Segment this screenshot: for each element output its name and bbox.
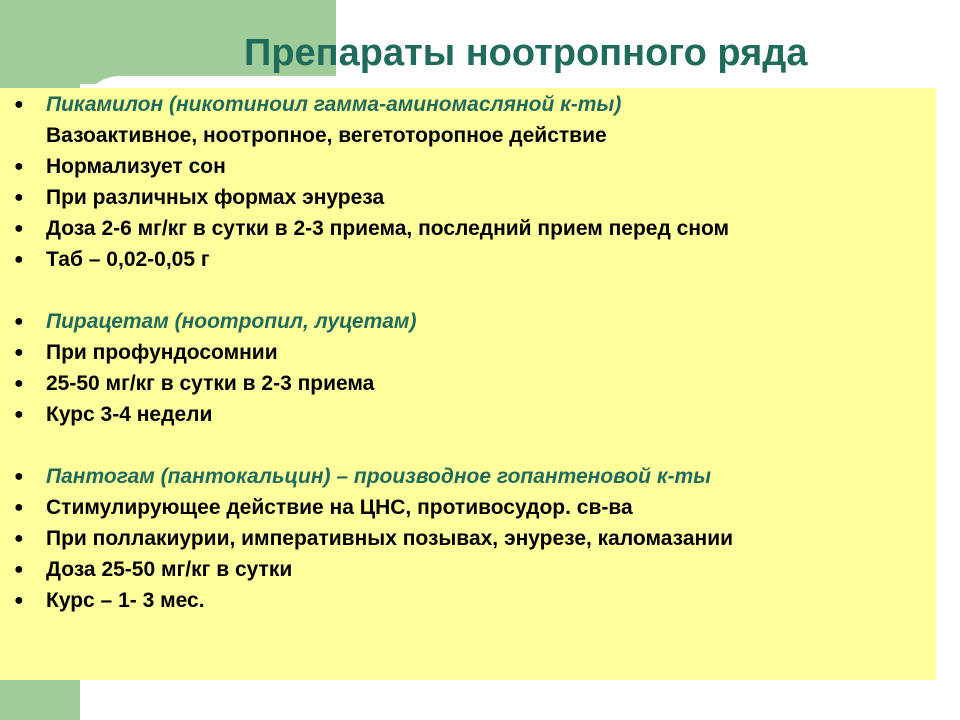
slide-title: Препараты ноотропного ряда bbox=[244, 32, 808, 74]
bullet-icon: ● bbox=[14, 499, 24, 516]
heading-text: Пирацетам (ноотропил, луцетам) bbox=[46, 310, 417, 333]
item-text: Доза 2-6 мг/кг в сутки в 2-3 приема, последний прием перед сном bbox=[46, 217, 730, 240]
spacer bbox=[0, 275, 733, 306]
heading-text: Пантогам (пантокальцин) – производное гопантеновой к-ты bbox=[46, 465, 712, 488]
bullet-list bbox=[0, 89, 733, 616]
item-text: Нормализует сон bbox=[46, 155, 226, 178]
bullet-icon: ● bbox=[14, 468, 24, 485]
list-item bbox=[0, 120, 733, 151]
bullet-icon: ● bbox=[14, 96, 24, 113]
section-heading-picamilon bbox=[0, 89, 733, 120]
list-item bbox=[0, 182, 733, 213]
bullet-icon: ● bbox=[14, 220, 24, 237]
list-item bbox=[0, 213, 733, 244]
bullet-icon: ● bbox=[14, 189, 24, 206]
list-item bbox=[0, 399, 733, 430]
item-text: Доза 25-50 мг/кг в сутки bbox=[46, 558, 293, 581]
item-text: При различных формах энуреза bbox=[46, 186, 385, 209]
list-item bbox=[0, 337, 733, 368]
bullet-icon: ● bbox=[14, 344, 24, 361]
item-text: Таб – 0,02-0,05 г bbox=[46, 248, 210, 271]
item-text: При профундосомнии bbox=[46, 341, 278, 364]
bullet-icon: ● bbox=[14, 530, 24, 547]
bullet-icon: ● bbox=[14, 561, 24, 578]
list-item bbox=[0, 554, 733, 585]
list-item bbox=[0, 368, 733, 399]
list-item bbox=[0, 492, 733, 523]
item-text: Стимулирующее действие на ЦНС, противосудор. св-ва bbox=[46, 496, 633, 519]
item-text: Вазоактивное, ноотропное, вегетоторопное действие bbox=[46, 124, 607, 147]
list-item bbox=[0, 151, 733, 182]
section-heading-piracetam bbox=[0, 306, 733, 337]
bullet-icon: ● bbox=[14, 592, 24, 609]
bullet-icon: ● bbox=[14, 375, 24, 392]
bullet-icon: ● bbox=[14, 313, 24, 330]
list-item bbox=[0, 523, 733, 554]
item-text: Курс – 1- 3 мес. bbox=[46, 589, 205, 612]
bullet-icon: ● bbox=[14, 251, 24, 268]
item-text: 25-50 мг/кг в сутки в 2-3 приема bbox=[46, 372, 375, 395]
heading-text: Пикамилон (никотиноил гамма-аминомасляной к-ты) bbox=[46, 93, 622, 116]
spacer bbox=[0, 430, 733, 461]
list-item bbox=[0, 244, 733, 275]
item-text: При поллакиурии, императивных позывах, энурезе, каломазании bbox=[46, 527, 734, 550]
bullet-icon: ● bbox=[14, 406, 24, 423]
section-heading-pantogam bbox=[0, 461, 733, 492]
item-text: Курс 3-4 недели bbox=[46, 403, 213, 426]
bullet-icon: ● bbox=[14, 158, 24, 175]
list-item bbox=[0, 585, 733, 616]
